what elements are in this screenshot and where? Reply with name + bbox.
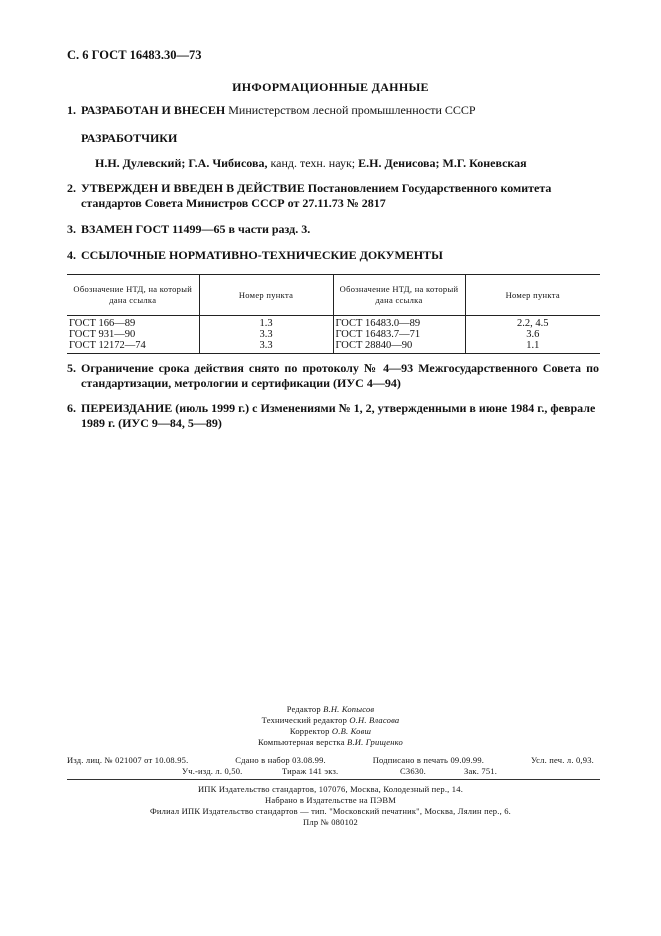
item-1-number: 1. [67,103,76,117]
developers-degree: канд. техн. наук; [267,156,359,170]
imprint-print-details [0,755,661,777]
tech-editor-name: О.Н. Власова [349,715,400,725]
item-4 [67,248,599,263]
item-5-number: 5. [67,361,76,375]
section-title: ИНФОРМАЦИОННЫЕ ДАННЫЕ [232,80,429,94]
item-6-text: (июль 1999 г.) с Изменениями № 1, 2, утвержденными в июне 1984 г., феврале 1989 г. (ИУС 9—84, 5—89) [81,401,596,430]
item-5 [67,361,599,391]
order-number: Зак. 751. [464,766,498,776]
branch-line: Филиал ИПК Издательство стандартов — тип. "Московский печатник", Москва, Лялин пер., 6. [150,806,511,816]
table-cell: ГОСТ 931—90 [69,329,136,340]
plr-line: Плр № 080102 [303,817,358,827]
tech-editor-line: Технический редактор О.Н. Власова [261,715,400,725]
table-row [67,316,600,330]
col-header-ntd-1: Обозначение НТД, на который дана ссылка [67,275,199,316]
developers-list [95,156,600,171]
item-6-number: 6. [67,401,76,415]
table-cell: ГОСТ 28840—90 [333,340,465,354]
edition-sheets: Уч.-изд. л. 0,50. [182,766,243,776]
corrector-name: О.В. Ковш [331,726,372,736]
item-1-text: Министерством лесной промышленности СССР [225,103,476,117]
item-6 [67,401,599,431]
item-4-number: 4. [67,248,76,262]
table-cell: ГОСТ 166—89 [69,318,136,329]
print-date: Подписано в печать 09.09.99. [372,755,485,765]
item-5-text: Ограничение срока действия снято по протоколу № 4—93 Межгосударственного Совета по стандартизации, метрологии и сертификации (ИУС 4—94) [81,361,599,390]
code-number: С3630. [400,766,426,776]
item-3-bold: ВЗАМЕН ГОСТ 11499—65 в части разд. 3. [81,222,311,236]
corrector-line: Корректор О.В. Ковш [289,726,372,736]
layout-name: В.И. Грищенко [347,737,403,747]
publisher-line: ИПК Издательство стандартов, 107076, Москва, Колодезный пер., 14. [197,784,464,794]
table-cell: 3.3 [199,340,333,354]
layout-line: Компьютерная верстка В.И. Грищенко [258,737,403,747]
print-run: Тираж 141 экз. [282,766,339,776]
imprint-divider [67,779,600,780]
col-header-ntd-2: Обозначение НТД, на который дана ссылка [333,275,465,316]
col-header-item-2: Номер пункта [465,275,600,316]
table-cell: 1.3 [199,316,333,330]
item-2-bold: УТВЕРЖДЕН И ВВЕДЕН В ДЕЙСТВИЕ [81,181,305,195]
item-2-number: 2. [67,181,76,195]
table-cell: 1.1 [465,340,600,354]
editor-name: В.Н. Копысов [323,704,375,714]
item-1-bold: РАЗРАБОТАН И ВНЕСЕН [81,103,226,117]
editor-line: Редактор В.Н. Копысов [286,704,375,714]
page-header: С. 6 ГОСТ 16483.30—73 [67,48,202,62]
typeset-line: Набрано в Издательстве на ПЭВМ [265,795,396,805]
table-cell: ГОСТ 12172—74 [67,340,199,354]
item-2-text: Постановлением Государственного комитета стандартов Совета Министров СССР от 27.11.73 № 2817 [81,181,552,210]
developers-part-1: Н.Н. Дулевский; Г.А. Чибисова, [95,156,268,170]
col-header-item-1: Номер пункта [199,275,333,316]
developers-heading: РАЗРАБОТЧИКИ [81,131,178,145]
item-2 [67,181,599,211]
typeset-date: Сдано в набор 03.08.99. [235,755,326,765]
item-6-bold: ПЕРЕИЗДАНИЕ [81,401,173,415]
license-info: Изд. лиц. № 021007 от 10.08.95. [67,755,189,765]
table-cell: ГОСТ 16483.0—89 [333,316,465,330]
item-3-number: 3. [67,222,76,236]
table-cell: 2.2, 4.5 [465,316,600,330]
print-sheets: Усл. печ. л. 0,93. [530,755,594,765]
table-row [67,329,600,340]
table-cell: 3.6 [465,329,600,340]
item-3 [67,222,599,237]
table-cell: 3.3 [199,329,333,340]
table-header-row [67,275,600,316]
imprint-credits [0,704,661,748]
item-4-bold: ССЫЛОЧНЫЕ НОРМАТИВНО-ТЕХНИЧЕСКИЕ ДОКУМЕНТЫ [81,248,443,262]
imprint-publisher [0,784,661,828]
table-row [67,340,600,354]
developers-part-2: Е.Н. Денисова; М.Г. Коневская [358,156,527,170]
table-cell: ГОСТ 16483.7—71 [333,329,465,340]
item-1 [67,103,599,118]
references-table [67,274,600,354]
